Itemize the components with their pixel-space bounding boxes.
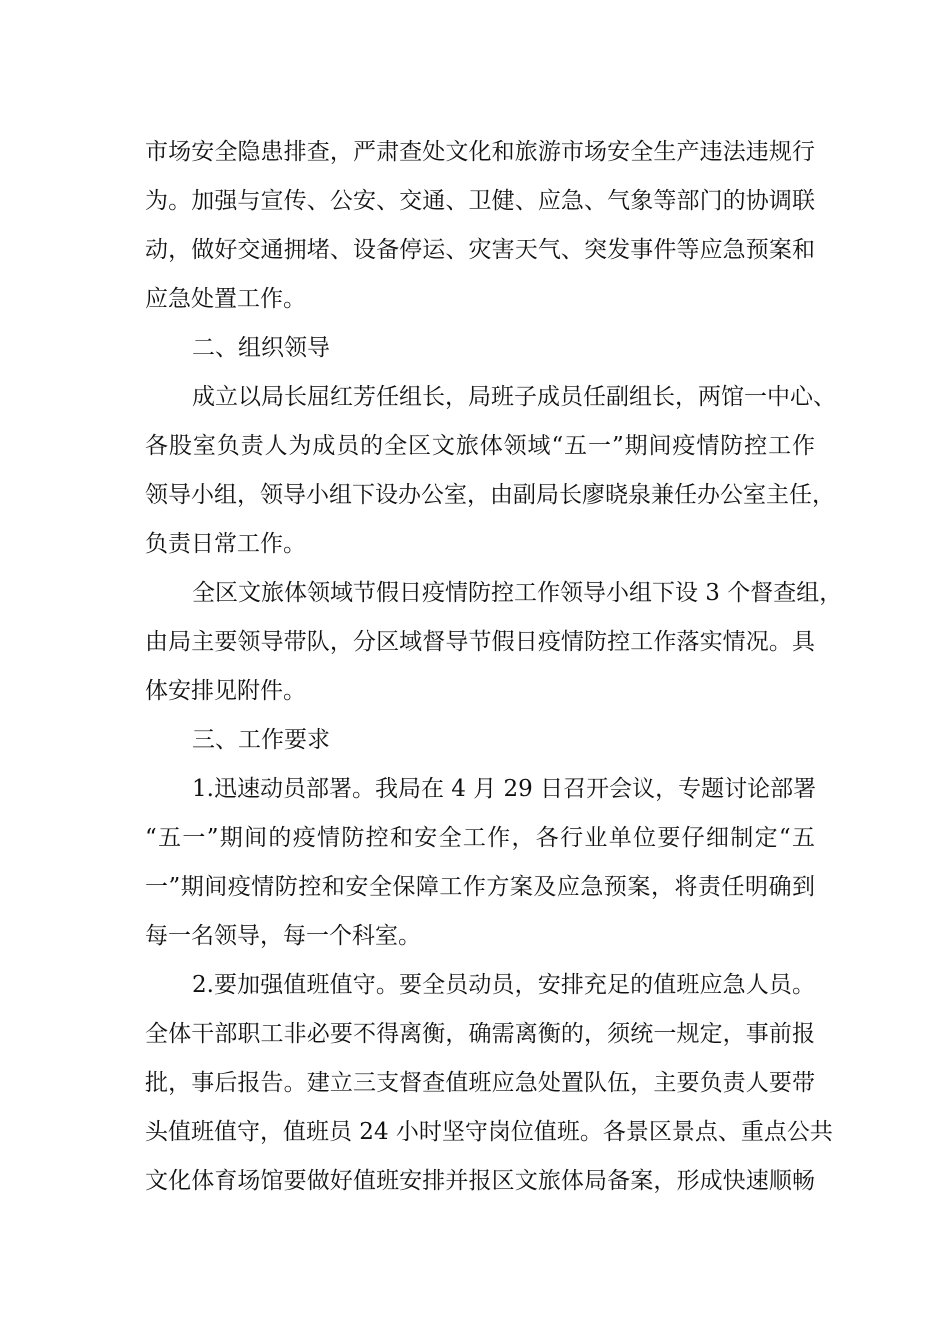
paragraph-line: 动，做好交通拥堵、设备停运、灾害天气、突发事件等应急预案和 bbox=[145, 237, 815, 263]
paragraph-line: 体安排见附件。 bbox=[145, 678, 306, 704]
paragraph-line: 应急处置工作。 bbox=[145, 286, 306, 312]
section-heading-organization: 二、组织领导 bbox=[192, 335, 330, 361]
paragraph-line: 全区文旅体领域节假日疫情防控工作领导小组下设 3 个督查组， bbox=[192, 580, 843, 606]
paragraph-line: 全体干部职工非必要不得离衡，确需离衡的，须统一规定，事前报 bbox=[145, 1021, 815, 1047]
paragraph-line: 市场安全隐患排查，严肃查处文化和旅游市场安全生产违法违规行 bbox=[145, 139, 815, 165]
section-heading-requirements: 三、工作要求 bbox=[192, 727, 330, 753]
paragraph-line: 由局主要领导带队，分区域督导节假日疫情防控工作落实情况。具 bbox=[145, 629, 815, 655]
document-body bbox=[145, 128, 843, 1206]
paragraph-line: 每一名领导，每一个科室。 bbox=[145, 923, 421, 949]
paragraph-line: 文化体育场馆要做好值班安排并报区文旅体局备案，形成快速顺畅 bbox=[145, 1168, 815, 1194]
paragraph-line: “五一”期间的疫情防控和安全工作，各行业单位要仔细制定“五 bbox=[145, 825, 815, 851]
paragraph-line: 1.迅速动员部署。我局在 4 月 29 日召开会议，专题讨论部署 bbox=[192, 776, 817, 802]
paragraph-line: 领导小组，领导小组下设办公室，由副局长廖晓泉兼任办公室主任， bbox=[145, 482, 835, 508]
paragraph-line: 为。加强与宣传、公安、交通、卫健、应急、气象等部门的协调联 bbox=[145, 188, 815, 214]
paragraph-line: 各股室负责人为成员的全区文旅体领域“五一”期间疫情防控工作 bbox=[145, 433, 815, 459]
paragraph-line: 负责日常工作。 bbox=[145, 531, 306, 557]
paragraph-line: 批，事后报告。建立三支督查值班应急处置队伍，主要负责人要带 bbox=[145, 1070, 815, 1096]
paragraph-line: 一”期间疫情防控和安全保障工作方案及应急预案，将责任明确到 bbox=[145, 874, 815, 900]
paragraph-line: 头值班值守，值班员 24 小时坚守岗位值班。各景区景点、重点公共 bbox=[145, 1119, 833, 1145]
paragraph-line: 成立以局长屈红芳任组长，局班子成员任副组长，两馆一中心、 bbox=[192, 384, 836, 410]
paragraph-line: 2.要加强值班值守。要全员动员，安排充足的值班应急人员。 bbox=[192, 972, 815, 998]
